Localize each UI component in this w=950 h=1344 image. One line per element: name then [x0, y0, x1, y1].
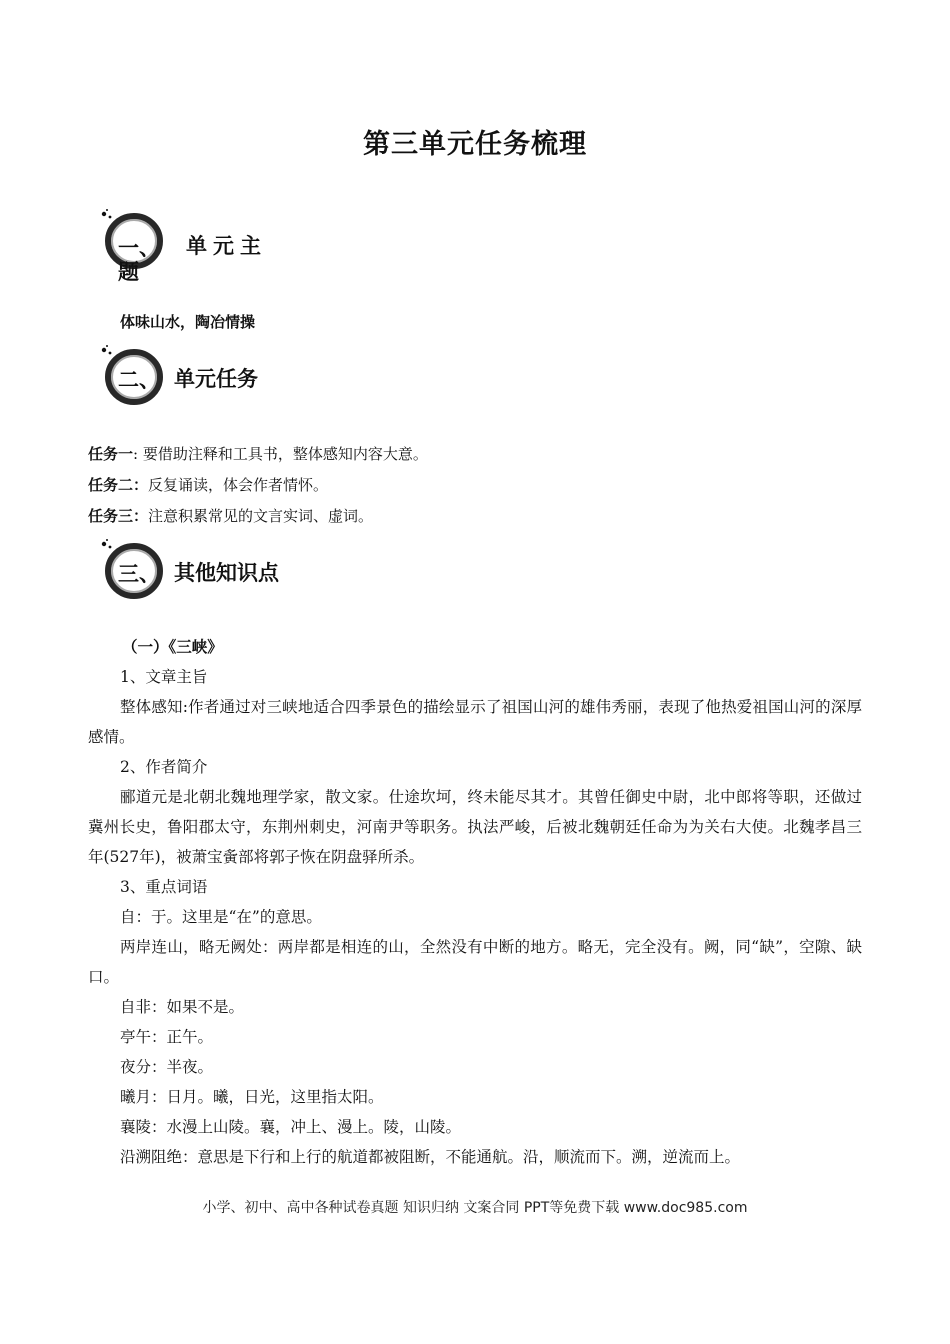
section-title-wrap: 题 — [118, 260, 139, 284]
word-entry: 自非：如果不是。 — [120, 998, 245, 1016]
section-number: 三、 — [118, 562, 160, 586]
task-separator: : — [133, 445, 143, 463]
paragraph-main-idea: 整体感知:作者通过对三峡地适合四季景色的描绘显示了祖国山河的雄伟秀丽，表现了他热爱祖国山河的深厚感情。 — [88, 698, 862, 746]
page-title: 第三单元任务梳理 — [363, 129, 587, 160]
task-text: 反复诵读，体会作者情怀。 — [148, 476, 329, 494]
word-entry: 襄陵：水漫上山陵。襄，冲上、漫上。陵，山陵。 — [120, 1118, 462, 1136]
section-title: 单元任务 — [174, 367, 258, 391]
task-label: 任务一 — [88, 445, 134, 463]
word-entry: 自：于。这里是“在”的意思。 — [120, 908, 322, 926]
word-entry: 亭午：正午。 — [120, 1028, 214, 1046]
section-title: 其他知识点 — [174, 561, 279, 585]
unit-theme: 体味山水，陶冶情操 — [120, 313, 256, 331]
task-text: 注意积累常见的文言实词、虚词。 — [148, 507, 374, 525]
section-title: 单元主 — [186, 234, 267, 258]
word-entry: 两岸连山，略无阙处：两岸都是相连的山，全然没有中断的地方。略无，完全没有。阙，同“缺”，空隙、缺口。 — [88, 938, 862, 986]
task-item — [88, 443, 428, 464]
task-item — [88, 505, 373, 526]
word-entry: 曦月：日月。曦，日光，这里指太阳。 — [120, 1088, 384, 1106]
paragraph-author: 郦道元是北朝北魏地理学家，散文家。仕途坎坷，终未能尽其才。其曾任御史中尉，北中郎将等职，还做过冀州长史，鲁阳郡太守，东荆州刺史，河南尹等职务。执法严峻，后被北魏朝廷任命为为关右大使。北魏孝昌三年(527年)，被萧宝夤部将郭子恢在阴盘驿所杀。 — [88, 788, 862, 866]
task-text: 要借助注释和工具书，整体感知内容大意。 — [142, 445, 428, 463]
heading-main-idea: 1、文章主旨 — [120, 668, 208, 686]
word-entry: 沿溯阻绝：意思是下行和上行的航道都被阻断，不能通航。沿，顺流而下。溯，逆流而上。 — [120, 1148, 741, 1166]
subheading: （一）《三峡》 — [122, 638, 223, 656]
heading-author: 2、作者简介 — [120, 758, 208, 776]
footer-text: 小学、初中、高中各种试卷真题 知识归纳 文案合同 PPT等免费下载 www.doc985.com — [202, 1200, 748, 1216]
word-entry: 夜分：半夜。 — [120, 1058, 214, 1076]
heading-key-words: 3、重点词语 — [120, 878, 208, 896]
task-label: 任务二： — [88, 476, 149, 494]
knowledge-content — [88, 632, 862, 1172]
section-number: 一、 — [118, 236, 160, 260]
section-number: 二、 — [118, 368, 160, 392]
task-item — [88, 474, 328, 495]
task-label: 任务三： — [88, 507, 149, 525]
